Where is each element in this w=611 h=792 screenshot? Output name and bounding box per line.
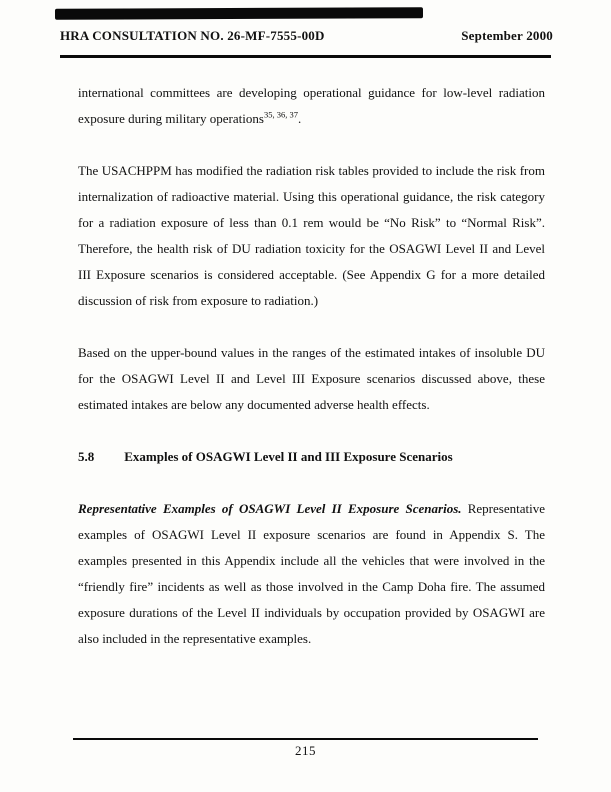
paragraph-representative-text: Representative examples of OSAGWI Level II exposure scenarios are found in Appendix S. The examples presented in this Appendix include all the vehicles that were involved in the “friendly fire” incidents as well as those involved in the Camp Doha fire. The assumed exposure durations of the Level II individuals by occupation provided by OSAGWI are also included in the representative examples. bbox=[78, 501, 545, 646]
header-rule bbox=[60, 55, 551, 58]
page-body bbox=[78, 80, 545, 652]
page-number: 215 bbox=[295, 743, 316, 758]
paragraph-usachppm: The USACHPPM has modified the radiation risk tables provided to include the risk from internalization of radioactive material. Using this operational guidance, the risk category for a radiation exposure of less than 0.1 rem would be “No Risk” to “Normal Risk”. Therefore, the health risk of DU radiation toxicity for the OSAGWI Level II and Level III Exposure scenarios is considered acceptable. (See Appendix G for a more detailed discussion of risk from exposure to radiation.) bbox=[78, 163, 545, 308]
section-number: 5.8 bbox=[78, 449, 95, 464]
paragraph-representative bbox=[78, 496, 545, 652]
paragraph-intro-period: . bbox=[297, 111, 302, 126]
report-date: September 2000 bbox=[461, 28, 553, 43]
footnote-references: 35, 36, 37 bbox=[263, 109, 298, 120]
report-number: HRA CONSULTATION NO. 26-MF-7555-00D bbox=[60, 28, 325, 43]
paragraph-representative-lead: Representative Examples of OSAGWI Level II Exposure Scenarios. bbox=[78, 501, 462, 516]
scan-artifact-bar bbox=[55, 7, 423, 20]
section-heading bbox=[78, 444, 545, 470]
paragraph-intro-text: international committees are developing operational guidance for low-level radiation exposure during military operations bbox=[78, 85, 545, 126]
paragraph-intro bbox=[78, 80, 545, 132]
footer-rule bbox=[73, 738, 538, 740]
paragraph-upper-bound: Based on the upper-bound values in the ranges of the estimated intakes of insoluble DU for the OSAGWI Level II and Level III Exposure scenarios discussed above, these estimated intakes are below any documented adverse health effects. bbox=[78, 345, 545, 412]
section-title: Examples of OSAGWI Level II and III Exposure Scenarios bbox=[124, 449, 453, 464]
page-header bbox=[60, 28, 553, 44]
page-footer bbox=[0, 738, 611, 759]
